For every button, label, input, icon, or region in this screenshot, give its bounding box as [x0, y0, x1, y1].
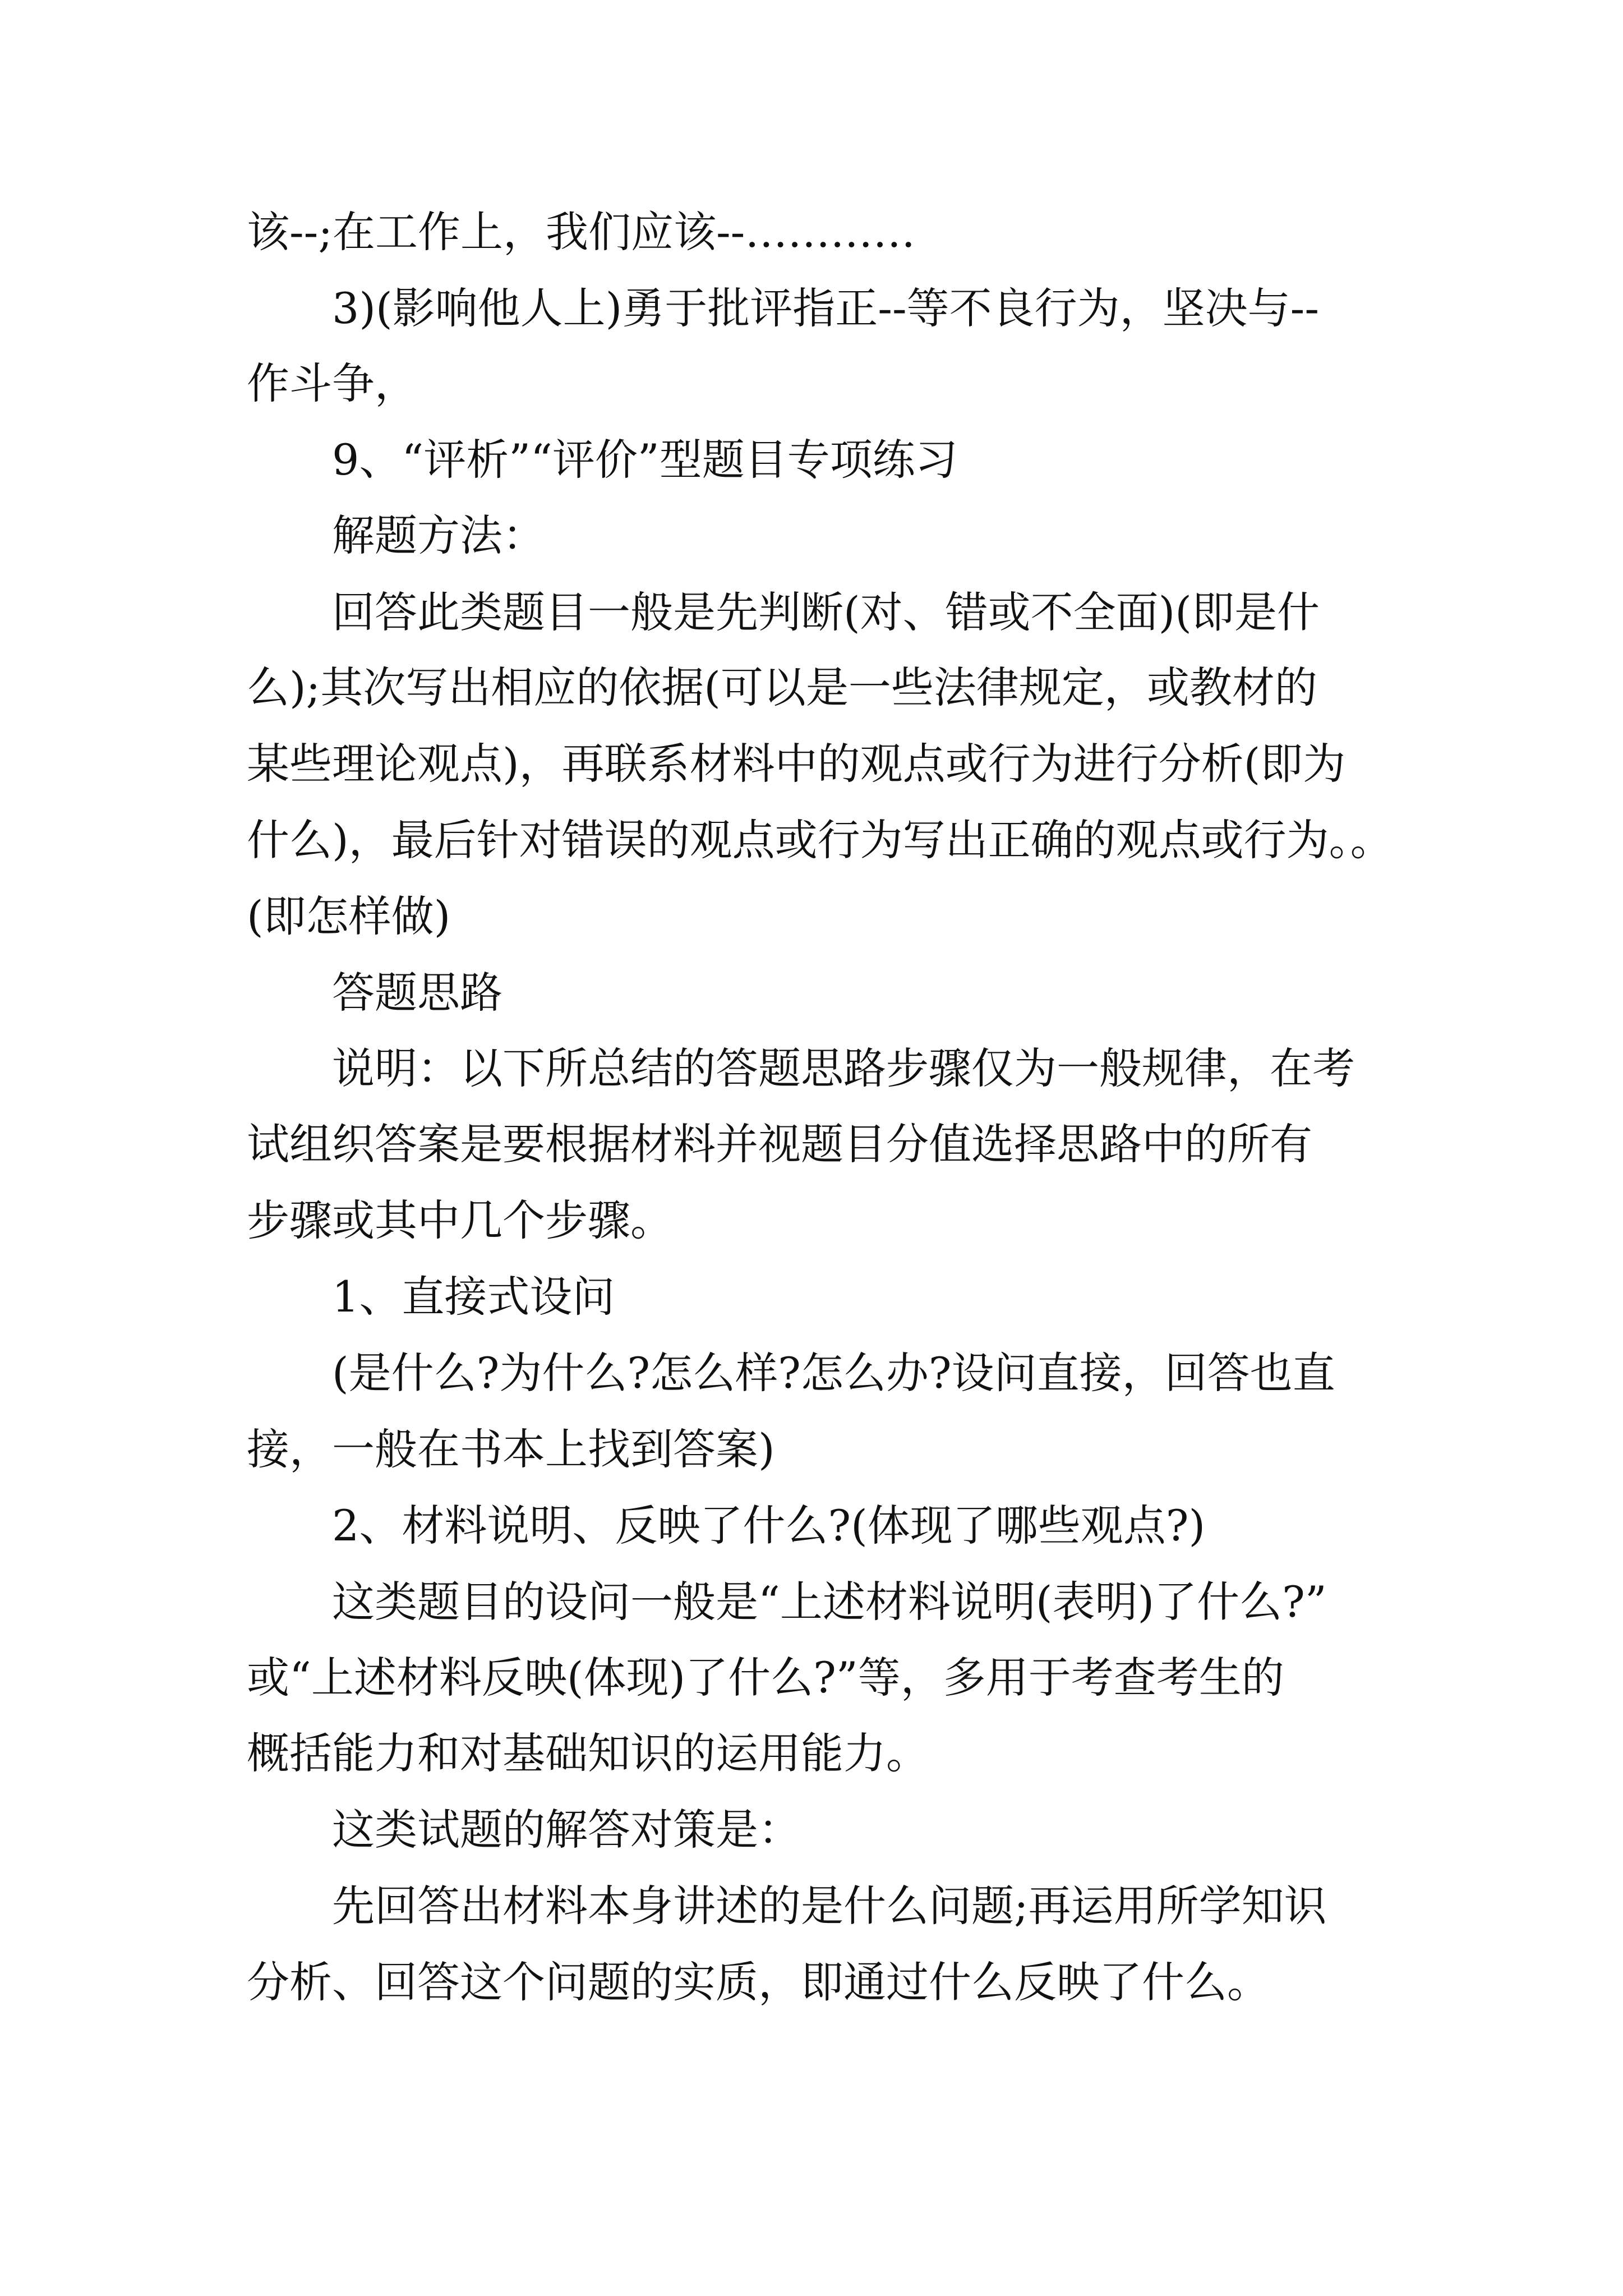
text-line-20: 或“上述材料反映(体现)了什么?”等，多用于考查考生的 — [247, 1653, 1284, 1703]
text-line-05: 解题方法： — [332, 510, 545, 560]
text-line-22: 这类试题的解答对策是： — [332, 1805, 801, 1855]
text-line-08: 某些理论观点)，再联系材料中的观点或行为进行分析(即为 — [247, 739, 1346, 789]
text-line-07: 么);其次写出相应的依据(可以是一些法律规定，或教材的 — [247, 662, 1317, 712]
text-line-12: 说明：以下所总结的答题思路步骤仅为一般规律，在考 — [332, 1043, 1355, 1093]
text-line-01: 该--;在工作上，我们应该--………… — [247, 207, 916, 257]
text-line-17: 接，一般在书本上找到答案) — [247, 1424, 775, 1474]
text-line-23: 先回答出材料本身讲述的是什么问题;再运用所学知识 — [332, 1881, 1327, 1931]
text-line-09: 什么)，最后针对错误的观点或行为写出正确的观点或行为。。 — [247, 815, 1393, 865]
text-line-04: 9、“评析”“评价”型题目专项练习 — [332, 435, 958, 485]
text-line-24: 分析、回答这个问题的实质，即通过什么反映了什么。 — [247, 1957, 1270, 2007]
text-line-15: 1、直接式设问 — [332, 1272, 615, 1322]
text-line-18: 2、材料说明、反映了什么?(体现了哪些观点?) — [332, 1501, 1206, 1550]
text-line-11: 答题思路 — [332, 968, 502, 1018]
text-line-06: 回答此类题目一般是先判断(对、错或不全面)(即是什 — [332, 587, 1320, 637]
text-line-03: 作斗争， — [247, 358, 417, 408]
text-line-10: (即怎样做) — [247, 891, 451, 941]
text-line-14: 步骤或其中几个步骤。 — [247, 1195, 673, 1245]
text-line-02: 3)(影响他人上)勇于批评指正--等不良行为，坚决与-- — [332, 283, 1320, 333]
text-line-16: (是什么?为什么?怎么样?怎么办?设问直接，回答也直 — [332, 1348, 1335, 1398]
text-line-13: 试组织答案是要根据材料并视题目分值选择思路中的所有 — [247, 1119, 1312, 1169]
text-line-21: 概括能力和对基础知识的运用能力。 — [247, 1728, 929, 1778]
text-line-19: 这类题目的设问一般是“上述材料说明(表明)了什么?” — [332, 1577, 1327, 1627]
